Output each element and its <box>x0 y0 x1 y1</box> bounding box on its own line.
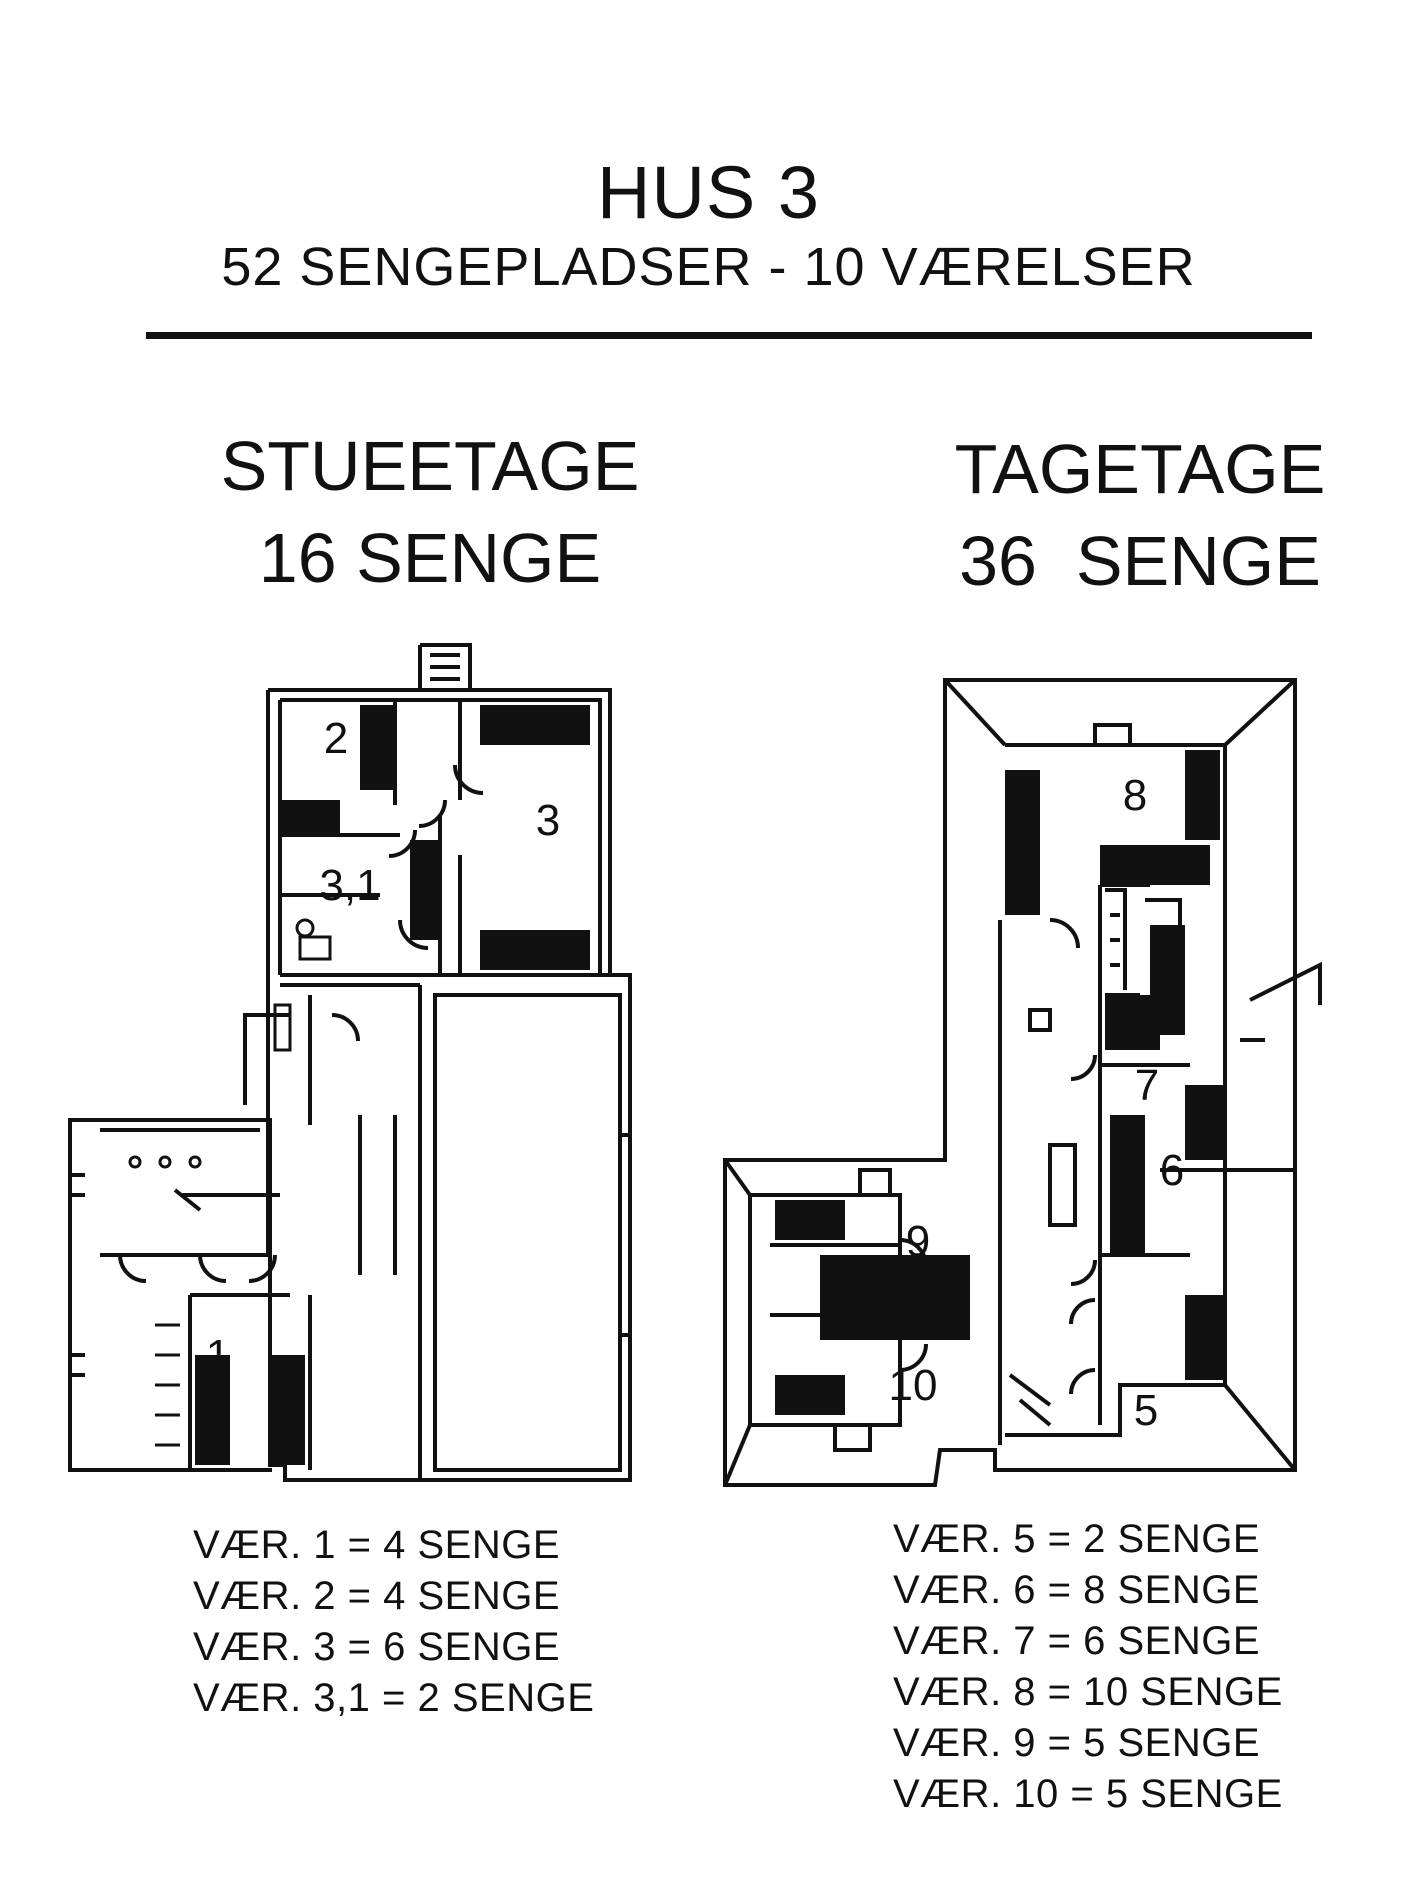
room-label-3: 3 <box>535 796 561 845</box>
attic-floor-beds: 36 SENGE <box>959 522 1321 600</box>
legend-item: VÆR. 1 = 4 SENGE <box>193 1523 561 1567</box>
ground-floor-beds: 16 SENGE <box>258 519 602 597</box>
room-label-3-1: 3,1 <box>319 861 381 910</box>
room-label-7: 7 <box>1134 1061 1160 1110</box>
room-label-8: 8 <box>1122 771 1148 820</box>
legend-item: VÆR. 9 = 5 SENGE <box>893 1721 1261 1765</box>
legend-item: VÆR. 8 = 10 SENGE <box>893 1670 1283 1714</box>
legend-item: VÆR. 7 = 6 SENGE <box>893 1619 1261 1663</box>
legend-item: VÆR. 3 = 6 SENGE <box>193 1625 561 1669</box>
legend-item: VÆR. 6 = 8 SENGE <box>893 1568 1261 1612</box>
legend-item: VÆR. 10 = 5 SENGE <box>893 1772 1283 1816</box>
ground-floor-heading <box>180 420 680 604</box>
ground-floor-plan <box>40 635 660 1495</box>
attic-floor-legend <box>893 1514 1283 1820</box>
page-title: HUS 3 <box>597 151 820 234</box>
page-subtitle: 52 SENGEPLADSER - 10 VÆRELSER <box>221 237 1196 297</box>
attic-floor-heading <box>890 423 1390 607</box>
ground-floor-name: STUEETAGE <box>220 427 640 505</box>
room-label-2: 2 <box>323 714 349 763</box>
room-label-1: 1 <box>205 1331 231 1380</box>
beds-ground <box>195 705 590 1465</box>
attic-floor-plan <box>720 665 1350 1495</box>
legend-item: VÆR. 3,1 = 2 SENGE <box>193 1676 595 1720</box>
room-label-5: 5 <box>1133 1386 1159 1435</box>
legend-item: VÆR. 2 = 4 SENGE <box>193 1574 561 1618</box>
ground-floor-legend <box>193 1520 594 1724</box>
header-divider <box>146 332 1312 339</box>
room-label-9: 9 <box>905 1217 931 1266</box>
room-label-6: 6 <box>1159 1146 1185 1195</box>
legend-item: VÆR. 5 = 2 SENGE <box>893 1517 1261 1561</box>
room-label-10: 10 <box>888 1361 938 1410</box>
attic-floor-name: TAGETAGE <box>954 430 1326 508</box>
